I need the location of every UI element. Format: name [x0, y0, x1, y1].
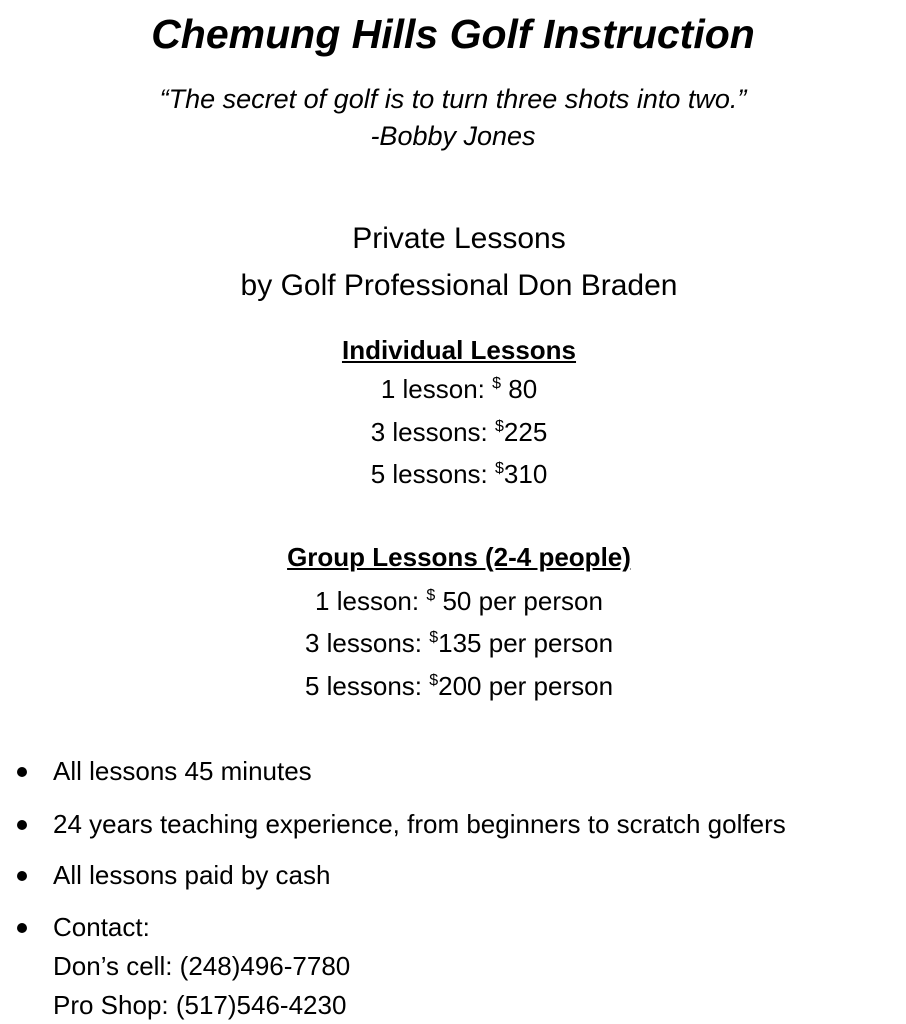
quote-text: “The secret of golf is to turn three shots into two.” — [159, 84, 747, 114]
flyer-title: Chemung Hills Golf Instruction — [151, 11, 755, 57]
currency-symbol: $ — [492, 375, 502, 392]
price-amount: 135 — [438, 628, 482, 658]
price-amount: 200 — [438, 671, 482, 701]
price-label: 5 lessons: — [370, 459, 495, 489]
price-label: 3 lessons: — [304, 628, 430, 658]
price-suffix: per person — [481, 671, 614, 701]
price-amount: 50 — [435, 586, 472, 616]
individual-price-line — [0, 416, 906, 448]
currency-symbol: $ — [426, 587, 436, 604]
currency-symbol: $ — [429, 672, 439, 689]
price-label: 3 lessons: — [370, 417, 495, 447]
contact-cell: Don’s cell: (248)496-7780 — [53, 951, 351, 981]
quote-author: -Bobby Jones — [370, 121, 536, 151]
list-item-text: Contact: — [53, 912, 150, 942]
list-item-text: All lessons paid by cash — [53, 860, 331, 890]
individual-price-line — [0, 458, 906, 490]
currency-symbol: $ — [495, 418, 504, 435]
private-lessons-instructor: by Golf Professional Don Braden — [240, 269, 678, 302]
private-lessons-heading: Private Lessons — [352, 222, 566, 255]
group-price-line — [0, 627, 906, 659]
price-amount: 225 — [503, 417, 548, 447]
bullet-icon — [17, 923, 27, 933]
price-suffix: per person — [481, 628, 614, 658]
currency-symbol: $ — [495, 460, 504, 477]
list-item-text: All lessons 45 minutes — [53, 756, 312, 786]
bullet-icon — [17, 871, 27, 881]
bullet-icon — [17, 767, 27, 777]
group-lessons-heading: Group Lessons (2-4 people) — [287, 542, 631, 572]
group-price-line — [0, 585, 906, 617]
contact-pro-shop: Pro Shop: (517)546-4230 — [53, 990, 347, 1020]
group-price-line — [0, 670, 906, 702]
price-amount: 310 — [503, 459, 548, 489]
price-amount: 80 — [501, 374, 538, 404]
price-suffix: per person — [471, 586, 603, 616]
individual-price-line — [0, 373, 906, 405]
price-label: 1 lesson: — [315, 586, 427, 616]
individual-lessons-heading: Individual Lessons — [341, 335, 577, 365]
list-item-text: 24 years teaching experience, from beginners to scratch golfers — [53, 809, 786, 839]
currency-symbol: $ — [429, 629, 439, 646]
price-label: 5 lessons: — [304, 671, 430, 701]
price-label: 1 lesson: — [380, 374, 493, 404]
bullet-icon — [17, 820, 27, 830]
